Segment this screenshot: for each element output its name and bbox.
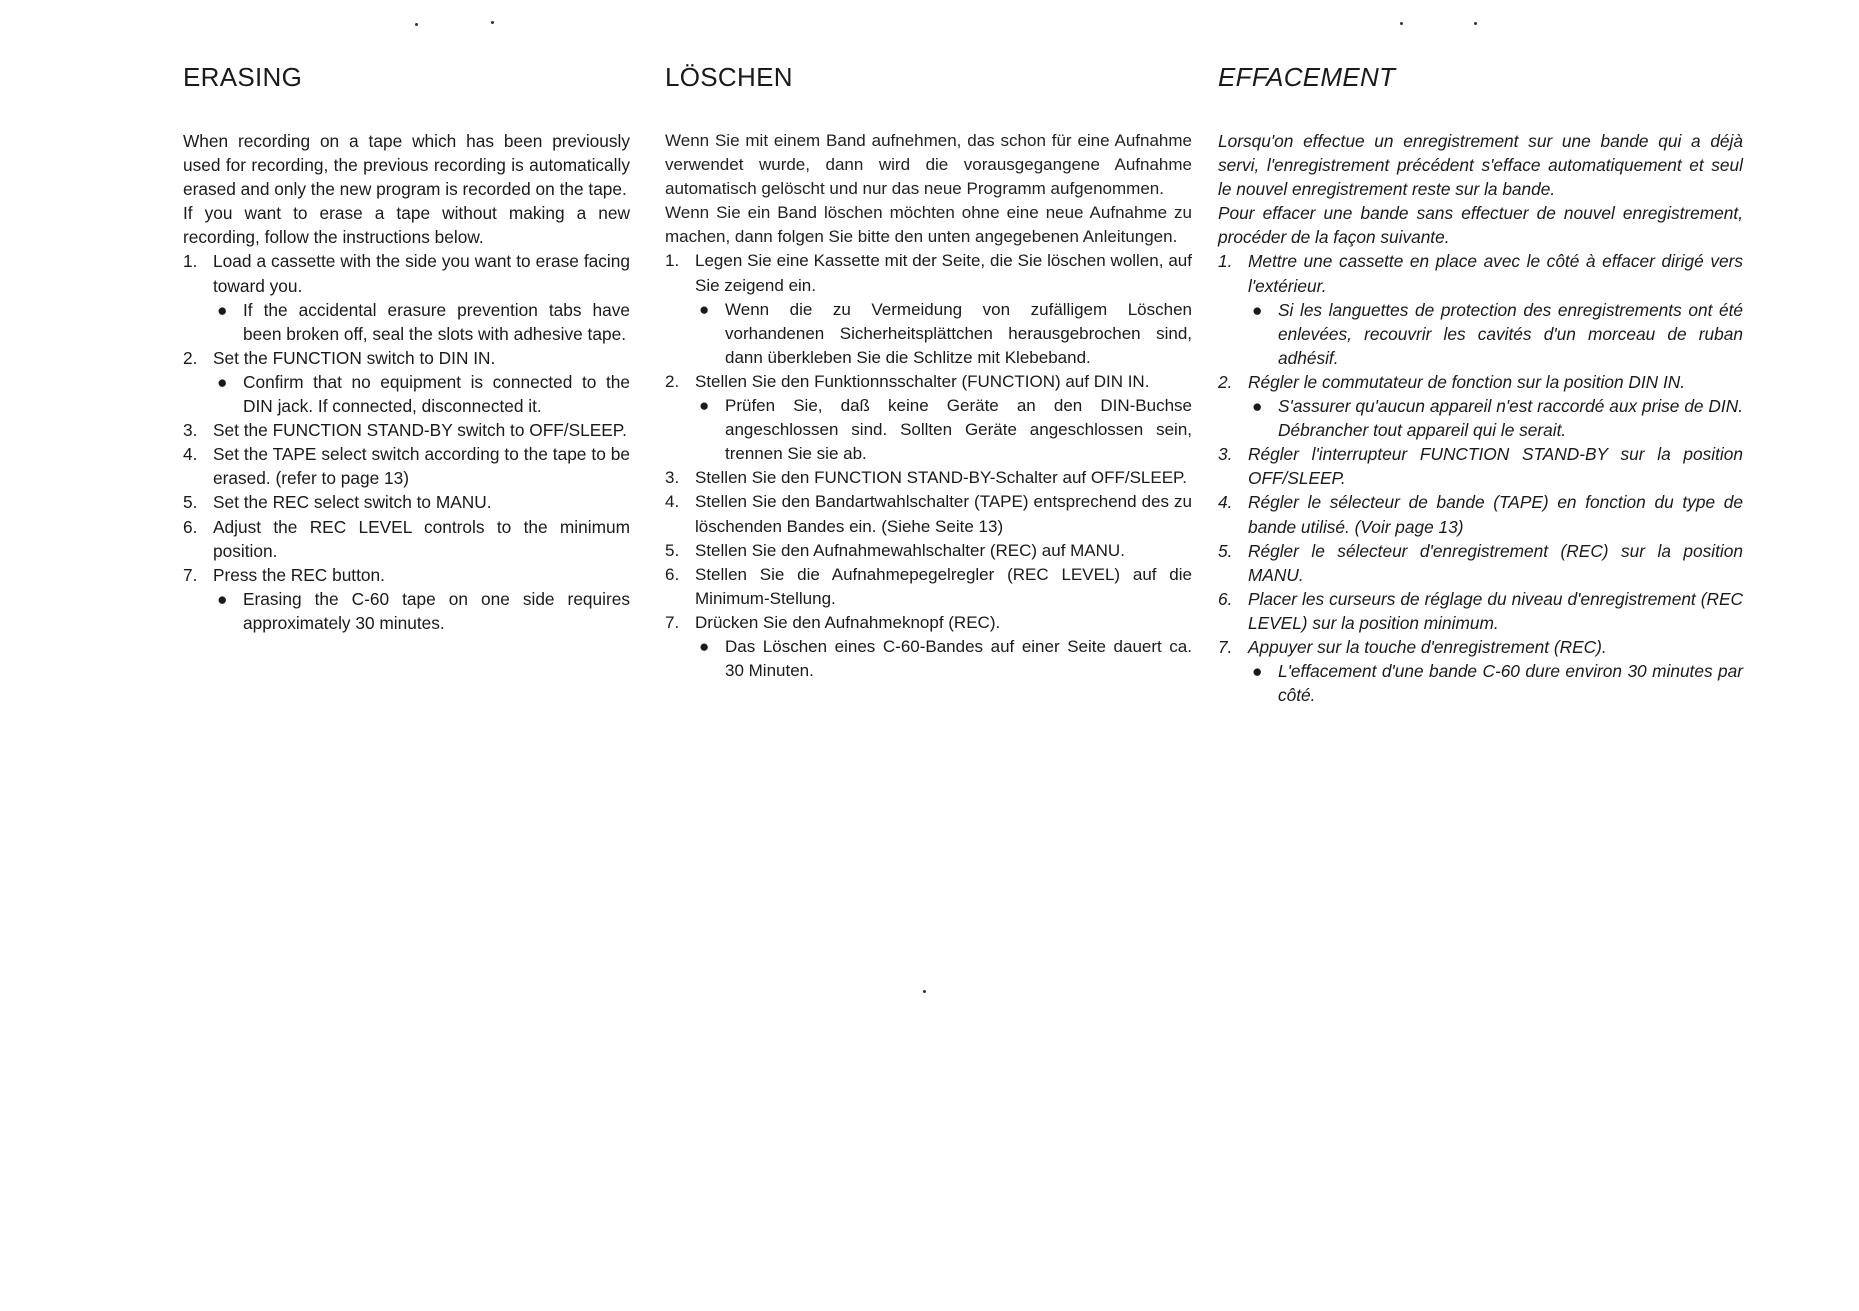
german-steps-list (665, 249, 1192, 683)
english-intro-paragraph: If you want to erase a tape without making a new recording, follow the instructions below. (183, 203, 630, 248)
list-item (665, 466, 1192, 490)
step-number: 1. (1218, 251, 1233, 272)
step-number: 6. (183, 516, 198, 537)
step-number: 5. (1218, 540, 1233, 561)
step-note-text: Erasing the C-60 tape on one side requires approximately 30 minutes. (243, 588, 630, 633)
french-heading: EFFACEMENT (1218, 62, 1396, 92)
bullet-icon: ● (1252, 396, 1263, 417)
list-item (665, 563, 1192, 611)
step-number: 1. (665, 251, 680, 271)
step-text: Set the FUNCTION STAND-BY switch to OFF/SLEEP. (213, 420, 627, 441)
step-note (1248, 394, 1743, 442)
step-note (695, 635, 1192, 683)
step-note (213, 298, 630, 346)
list-item (1218, 442, 1743, 490)
bullet-icon: ● (217, 299, 228, 320)
list-item (1218, 635, 1743, 707)
step-text: Appuyer sur la touche d'enregistrement (REC). (1248, 636, 1607, 657)
english-steps-list (183, 249, 630, 635)
step-text: Stellen Sie die Aufnahmepegelregler (REC LEVEL) auf die Minimum-Stellung. (695, 564, 1192, 608)
step-number: 4. (665, 492, 680, 512)
step-text: Régler l'interrupteur FUNCTION STAND-BY sur la position OFF/SLEEP. (1248, 444, 1743, 489)
german-heading: LÖSCHEN (665, 62, 793, 92)
bullet-icon: ● (699, 299, 710, 319)
bullet-icon: ● (699, 396, 710, 416)
list-item (665, 490, 1192, 538)
bullet-icon: ● (1252, 661, 1263, 682)
list-item (183, 515, 630, 563)
bullet-icon: ● (699, 636, 710, 656)
step-text: Load a cassette with the side you want to erase facing toward you. (213, 251, 630, 296)
list-item (183, 346, 630, 418)
bullet-icon: ● (217, 371, 228, 392)
step-text: Régler le commutateur de fonction sur la position DIN IN. (1248, 371, 1686, 392)
step-text: Mettre une cassette en place avec le côté à effacer dirigé vers l'extérieur. (1248, 251, 1743, 296)
step-note-text: L'effacement d'une bande C-60 dure environ 30 minutes par côté. (1278, 661, 1743, 706)
step-note (695, 298, 1192, 370)
step-text: Régler le sélecteur d'enregistrement (REC) sur la position MANU. (1248, 540, 1743, 585)
list-item (183, 249, 630, 345)
german-intro-paragraph: Wenn Sie ein Band löschen möchten ohne eine neue Aufnahme zu machen, dann folgen Sie bitte den unten angegebenen Anleitungen. (665, 203, 1192, 247)
english-column (183, 62, 630, 635)
french-intro-paragraph: Pour effacer une bande sans effectuer de nouvel enregistrement, procéder de la façon suivante. (1218, 203, 1743, 248)
list-item (1218, 370, 1743, 442)
step-note-text: S'assurer qu'aucun appareil n'est raccordé aux prise de DIN. Débrancher tout appareil qui le serait. (1278, 396, 1743, 441)
step-number: 4. (183, 444, 198, 465)
step-text: Drücken Sie den Aufnahmeknopf (REC). (695, 612, 1001, 632)
step-number: 5. (183, 492, 198, 513)
step-text: Set the FUNCTION switch to DIN IN. (213, 347, 496, 368)
list-item (183, 442, 630, 490)
step-number: 6. (1218, 588, 1233, 609)
step-number: 3. (183, 420, 198, 441)
step-note (1248, 298, 1743, 370)
step-note-text: If the accidental erasure prevention tabs have been broken off, seal the slots with adhesive tape. (243, 299, 630, 344)
step-text: Stellen Sie den Bandartwahlschalter (TAPE) entsprechend des zu löschenden Bandes ein. (Siehe Seite 13) (695, 492, 1192, 536)
scan-speck (1400, 22, 1403, 25)
step-note-text: Si les languettes de protection des enregistrements ont été enlevées, recouvrir les cavités d'un morceau de ruban adhésif. (1278, 299, 1743, 368)
step-number: 2. (183, 347, 198, 368)
step-note (213, 587, 630, 635)
step-text: Adjust the REC LEVEL controls to the minimum position. (213, 516, 630, 561)
step-number: 2. (665, 371, 680, 391)
step-text: Régler le sélecteur de bande (TAPE) en fonction du type de bande utilisé. (Voir page 13) (1248, 492, 1743, 537)
step-text: Set the TAPE select switch according to the tape to be erased. (refer to page 13) (213, 444, 630, 489)
list-item (1218, 587, 1743, 635)
bullet-icon: ● (1252, 299, 1263, 320)
step-number: 4. (1218, 492, 1233, 513)
step-note (1248, 659, 1743, 707)
list-item (665, 249, 1192, 369)
step-text: Legen Sie eine Kassette mit der Seite, die Sie löschen wollen, auf Sie zeigend ein. (695, 251, 1192, 295)
german-intro-paragraph: Wenn Sie mit einem Band aufnehmen, das schon für eine Aufnahme verwendet wurde, dann wird die vorausgegangene Aufnahme automatisch gelöscht und nur das neue Programm aufgenommen. (665, 131, 1192, 199)
list-item (665, 539, 1192, 563)
scan-speck (1474, 22, 1477, 25)
step-number: 6. (665, 564, 680, 584)
step-text: Stellen Sie den FUNCTION STAND-BY-Schalter auf OFF/SLEEP. (695, 468, 1187, 488)
step-text: Set the REC select switch to MANU. (213, 492, 492, 513)
step-note (213, 370, 630, 418)
german-column (665, 62, 1192, 683)
english-intro-paragraph: When recording on a tape which has been previously used for recording, the previous recording is automatically erased and only the new program is recorded on the tape. (183, 131, 630, 200)
step-number: 7. (183, 564, 198, 585)
scan-speck (491, 21, 494, 24)
step-number: 7. (1218, 636, 1233, 657)
step-note (695, 394, 1192, 466)
step-note-text: Wenn die zu Vermeidung von zufälligem Löschen vorhandenen Sicherheitsplättchen herausgebrochen sind, dann überkleben Sie die Schlitze mit Klebeband. (725, 299, 1192, 367)
step-text: Stellen Sie den Aufnahmewahlschalter (REC) auf MANU. (695, 540, 1125, 560)
step-number: 3. (1218, 444, 1233, 465)
step-note-text: Prüfen Sie, daß keine Geräte an den DIN-Buchse angeschlossen sind. Sollten Geräte angeschlossen sein, trennen Sie sie ab. (725, 396, 1192, 464)
list-item (665, 370, 1192, 466)
step-number: 5. (665, 540, 680, 560)
french-steps-list (1218, 249, 1743, 707)
step-number: 3. (665, 468, 680, 488)
step-note-text: Confirm that no equipment is connected to the DIN jack. If connected, disconnected it. (243, 371, 630, 417)
list-item (1218, 249, 1743, 369)
step-number: 7. (665, 612, 680, 632)
list-item (183, 490, 630, 514)
scan-speck (923, 990, 926, 993)
step-text: Press the REC button. (213, 564, 385, 585)
list-item (1218, 539, 1743, 587)
list-item (665, 611, 1192, 683)
list-item (183, 563, 630, 635)
step-number: 2. (1218, 371, 1233, 392)
french-column (1218, 62, 1743, 707)
scan-speck (415, 23, 418, 26)
list-item (183, 418, 630, 442)
step-number: 1. (183, 251, 198, 272)
step-text: Placer les curseurs de réglage du niveau d'enregistrement (REC LEVEL) sur la position minimum. (1248, 588, 1743, 633)
french-intro-paragraph: Lorsqu'on effectue un enregistrement sur une bande qui a déjà servi, l'enregistrement précédent s'efface automatiquement et seul le nouvel enregistrement reste sur la bande. (1218, 131, 1743, 200)
step-note-text: Das Löschen eines C-60-Bandes auf einer Seite dauert ca. 30 Minuten. (725, 636, 1192, 681)
english-heading: ERASING (183, 62, 303, 92)
list-item (1218, 490, 1743, 538)
step-text: Stellen Sie den Funktionnsschalter (FUNCTION) auf DIN IN. (695, 371, 1150, 391)
bullet-icon: ● (217, 588, 228, 609)
